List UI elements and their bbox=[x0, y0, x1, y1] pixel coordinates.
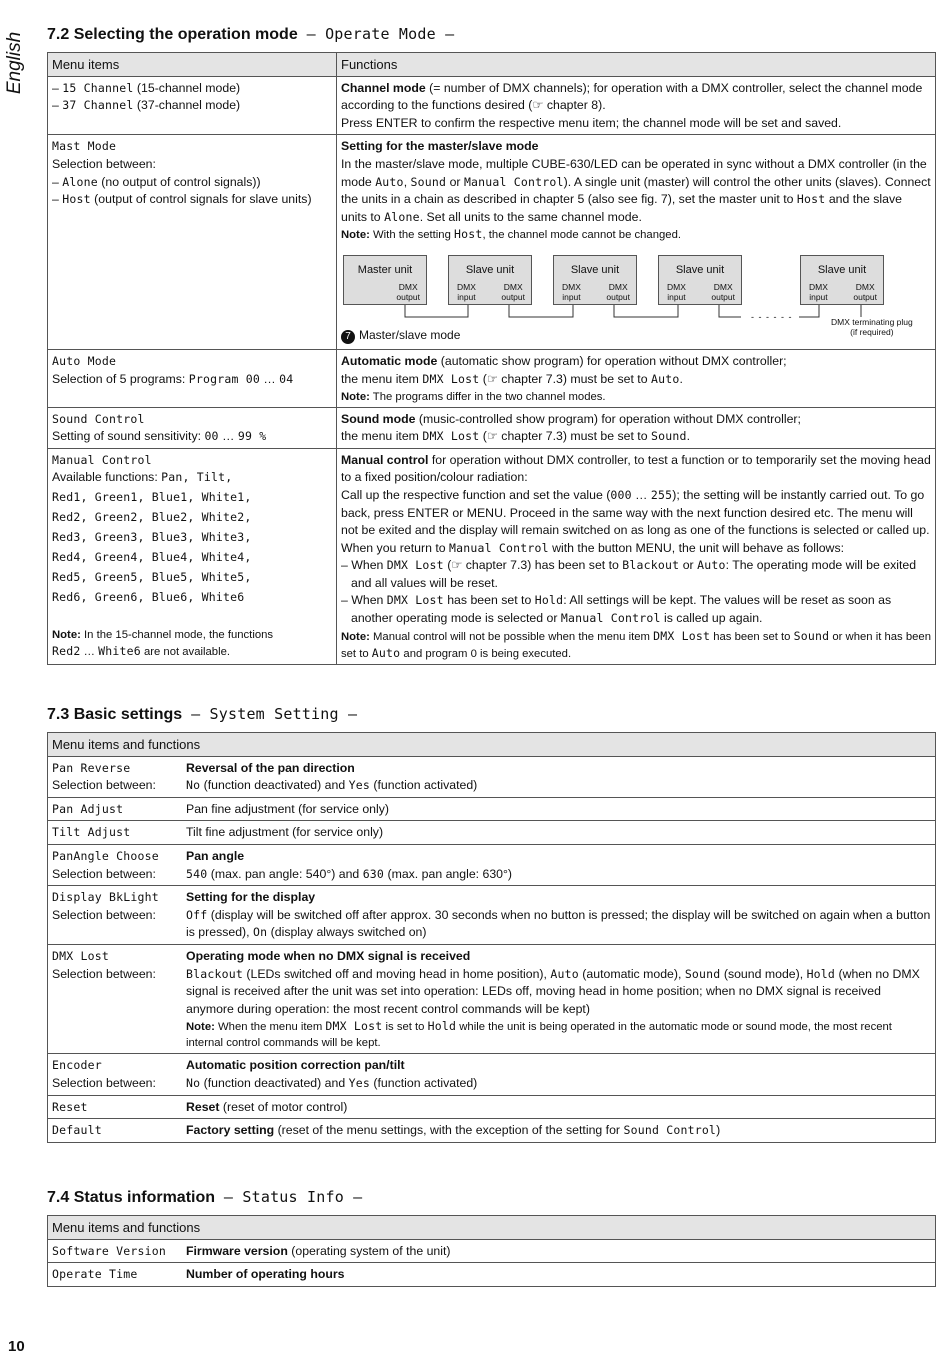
col-menu-items: Menu items bbox=[48, 53, 337, 77]
figure-caption: 7 Master/slave mode bbox=[341, 327, 460, 345]
table-row: Manual Control Available functions: Pan, Tilt, Red1, Green1, Blue1, White1, Red2, Green2, Blue2, White2, Red3, Green3, Blue3, White3, Red4, Green4, Blue4, White4, Red5, Green5, Blue5, White5, Red6, Green6, Blue6, White6 Note: In the 15-channel mode, the functions Red2 … White6 are not available. Manual control for operation without DMX controller, to test a function or to temporarily set the moving head to a fixed position/colour radiation: Call up the respective function and set the value (000 … 255); the setting will be instantly carried out. To go back, press ENTER or MENU. Proceed in the same way with the next function desired etc. The menu will not be exited and the display will remain switched on as long as one of the functions is selected or called up. When you return to Manual Control with the button MENU, the unit will behave as follows: – When DMX Lost (☞ chapter 7.3) has been set to Blackout or Auto: The operating mode will be exited and all values will be reset. – When DMX Lost has been set to Hold: All settings will be kept. The values will be reset as soon as another operating mode is selected or Manual Control is called up again. Note: Manual control will not be possible when the menu item DMX Lost has been set to Sound or when it has been set to Auto and program 0 is being executed. bbox=[48, 448, 936, 664]
table-row: Operate Time Number of operating hours bbox=[48, 1263, 936, 1287]
section-7-2-title: 7.2 Selecting the operation mode – Operate Mode – bbox=[47, 25, 455, 43]
master-unit-box: Master unit DMX output bbox=[343, 255, 427, 305]
table-row: Mast Mode Selection between: – Alone (no output of control signals)) – Host (output of control signals for slave units) Setting for the master/slave mode In the master/slave mode, multiple CUBE-630/LED can be operated in sync without a DMX controller (in the mode Auto, Sound or Manual Control). A single unit (master) will control the other units (slaves). Connect the units in a chain as described in chapter 5 (also see fig. 7), set the master unit to Host and the slave units to Alone. Set all units to the same channel mode. Note: With the setting Host, the channel mode cannot be changed. Master unit DMX output Slave unit DMX input DMX output Slave unit DMX input DMX output Slave unit DMX input DMX output - - - - - - Slave unit DMX input DMX output DMX terminating plug (if required) 7 Master/slave mode bbox=[48, 135, 936, 350]
table-row: Tilt Adjust Tilt fine adjustment (for service only) bbox=[48, 821, 936, 845]
section-7-4-title: 7.4 Status information – Status Info – bbox=[47, 1188, 363, 1206]
table-row: Auto Mode Selection of 5 programs: Program 00 … 04 Automatic mode (automatic show program) for operation without DMX controller; the menu item DMX Lost (☞ chapter 7.3) must be set to Auto. Note: The programs differ in the two channel modes. bbox=[48, 350, 936, 407]
section-7-3-title: 7.3 Basic settings – System Setting – bbox=[47, 705, 358, 723]
operate-mode-table bbox=[47, 52, 936, 665]
table-row: Display BkLight Selection between: Setting for the display Off (display will be switched off after approx. 30 seconds when no button is pressed; the display will be switched on again when a button is pressed), On (display always switched on) bbox=[48, 886, 936, 945]
table-row: PanAngle Choose Selection between: Pan angle 540 (max. pan angle: 540°) and 630 (max. pan angle: 630°) bbox=[48, 844, 936, 885]
table-header: Menu items and functions bbox=[48, 1216, 936, 1240]
page-number: 10 bbox=[8, 1338, 25, 1355]
table-header: Menu items and functions bbox=[48, 733, 936, 757]
master-slave-figure: Master unit DMX output Slave unit DMX input DMX output Slave unit DMX input DMX output Slave unit DMX input DMX output - - - - - - Slave unit DMX input DMX output DMX terminating plug (if required) 7 Master/slave mode bbox=[341, 247, 931, 347]
table-row: Sound Control Setting of sound sensitivity: 00 … 99 % Sound mode (music-controlled show program) for operation without DMX controller; the menu item DMX Lost (☞ chapter 7.3) must be set to Sound. bbox=[48, 407, 936, 448]
table-row: Pan Reverse Selection between: Reversal of the pan direction No (function deactivated) and Yes (function activated) bbox=[48, 756, 936, 797]
slave-unit-box: Slave unit DMX input DMX output bbox=[448, 255, 532, 305]
language-label: English bbox=[4, 31, 25, 95]
table-row: Software Version Firmware version (operating system of the unit) bbox=[48, 1239, 936, 1263]
slave-unit-box: Slave unit DMX input DMX output bbox=[553, 255, 637, 305]
table-row: Pan Adjust Pan fine adjustment (for service only) bbox=[48, 797, 936, 821]
language-tab bbox=[4, 28, 26, 98]
col-functions: Functions bbox=[337, 53, 936, 77]
slave-unit-box: Slave unit DMX input DMX output bbox=[658, 255, 742, 305]
system-setting-table bbox=[47, 732, 936, 1143]
table-row: Encoder Selection between: Automatic position correction pan/tilt No (function deactivated) and Yes (function activated) bbox=[48, 1054, 936, 1095]
slave-unit-box: Slave unit DMX input DMX output bbox=[800, 255, 884, 305]
table-row: Reset Reset (reset of motor control) bbox=[48, 1095, 936, 1119]
terminating-plug-label: DMX terminating plug (if required) bbox=[831, 317, 913, 338]
status-info-table bbox=[47, 1215, 936, 1287]
table-row: DMX Lost Selection between: Operating mode when no DMX signal is received Blackout (LEDs switched off and moving head in home position), Auto (automatic mode), Sound (sound mode), Hold (when no DMX signal is received after the unit was set into operation: LEDs off, moving head in home position; when no DMX signal is received anymore during operation: the most recent control commands will be kept) Note: When the menu item DMX Lost is set to Hold while the unit is being operated in the automatic mode or sound mode, the most recent internal control commands will be kept. bbox=[48, 944, 936, 1053]
table-row: Default Factory setting (reset of the menu settings, with the exception of the setting for Sound Control) bbox=[48, 1119, 936, 1143]
table-row: – 15 Channel (15-channel mode) – 37 Channel (37-channel mode) Channel mode (= number of DMX channels); for operation with a DMX controller, select the channel mode according to the functions desired (☞ chapter 8). Press ENTER to confirm the respective menu item; the channel mode will be set and saved. bbox=[48, 76, 936, 135]
